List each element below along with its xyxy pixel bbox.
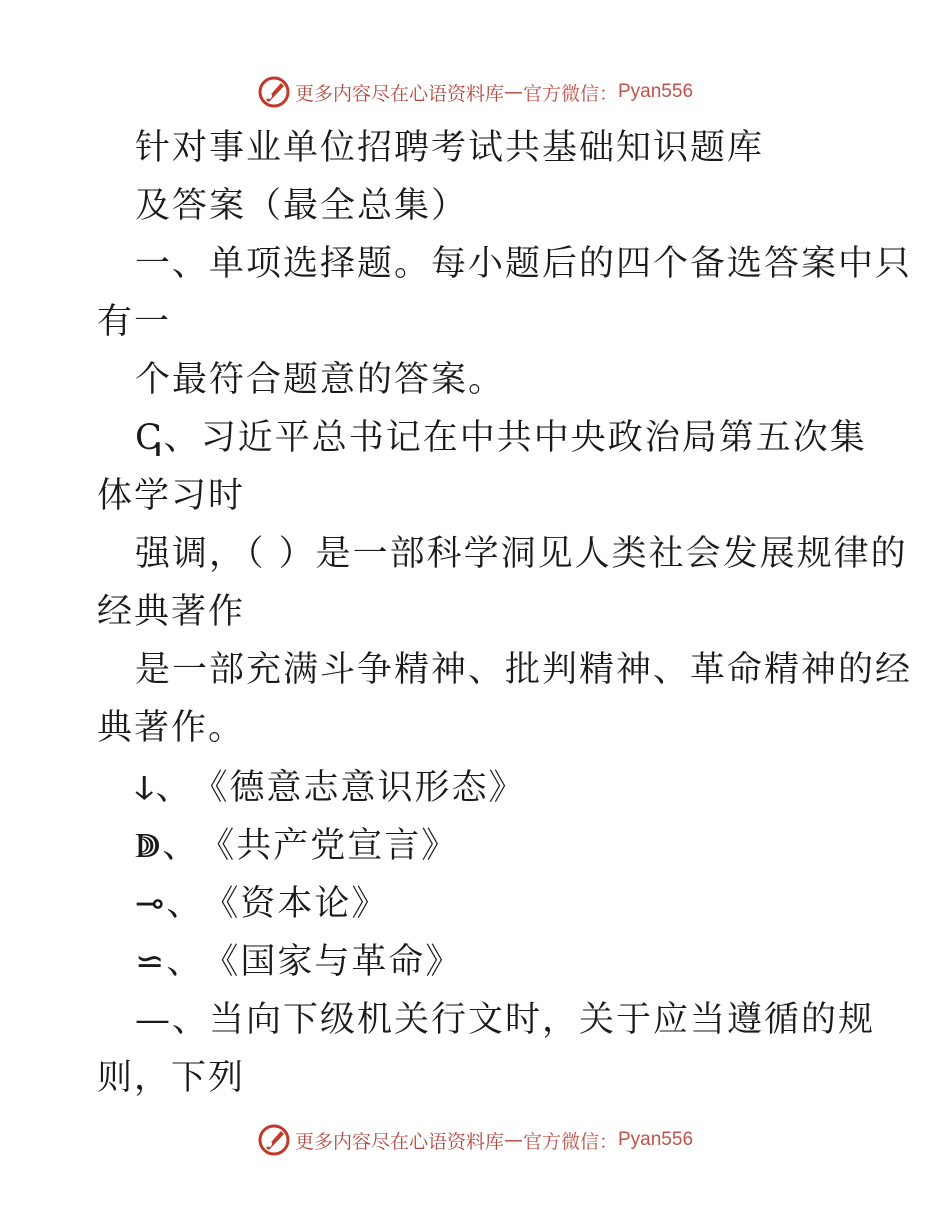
header-brand-text: 更多内容尽在心语资料库 <box>294 82 504 105</box>
header-banner <box>0 72 950 112</box>
question-1-line-6: 典著作。 <box>97 708 246 748</box>
footer-banner <box>0 1120 950 1160</box>
option-c-text: 《资本论》 <box>203 884 389 924</box>
option-c <box>135 876 388 932</box>
footer-brand-text: 更多内容尽在心语资料库 <box>294 1130 504 1153</box>
option-d-text: 《国家与革命》 <box>203 942 463 982</box>
option-a-marker: ↆ、 <box>135 768 193 808</box>
question-1-line-1 <box>135 410 867 466</box>
document-title-line-1: 针对事业单位招聘考试共基础知识题库 <box>135 128 765 168</box>
question-2-line-1: —、当向下级机关行文时，关于应当遵循的规 <box>135 1000 876 1040</box>
header-wechat-label: 官方微信： <box>522 82 618 105</box>
option-b-text: 《共产党宣言》 <box>199 826 459 866</box>
header-separator: — <box>503 81 523 103</box>
section-heading-line-3: 个最符合题意的答案。 <box>135 360 506 400</box>
brand-logo-icon <box>257 1123 291 1157</box>
option-d <box>135 934 462 990</box>
question-1-marker: ↅ、 <box>135 418 201 458</box>
question-1-line-3: 强调，（ ）是一部科学洞见人类社会发展规律的 <box>135 534 908 574</box>
header-wechat-id: Pyan556 <box>618 81 694 102</box>
section-heading-line-1: 一、单项选择题。每小题后的四个备选答案中只 <box>135 244 913 284</box>
brand-logo-icon <box>257 75 291 109</box>
question-1-line-5: 是一部充满斗争精神、批判精神、革命精神的经 <box>135 650 913 690</box>
footer-wechat-label: 官方微信： <box>522 1130 618 1153</box>
question-2-line-2: 则，下列 <box>97 1058 246 1098</box>
question-1-line-4: 经典著作 <box>97 592 246 632</box>
option-a <box>135 760 526 816</box>
option-d-marker: ⋍、 <box>135 942 204 982</box>
option-a-text: 《德意志意识形态》 <box>192 768 526 808</box>
document-title-line-2: 及答案（最全总集） <box>135 186 469 226</box>
option-c-marker: ⊸、 <box>135 884 204 924</box>
section-heading-line-2: 有一 <box>97 302 172 342</box>
question-1-text-1: 习近平总书记在中共中央政治局第五次集 <box>200 418 867 458</box>
option-b-marker: ↇ、 <box>135 826 200 866</box>
footer-wechat-id: Pyan556 <box>618 1129 694 1150</box>
question-1-line-2: 体学习时 <box>97 476 246 516</box>
option-b <box>135 818 458 874</box>
footer-separator: — <box>503 1129 523 1151</box>
